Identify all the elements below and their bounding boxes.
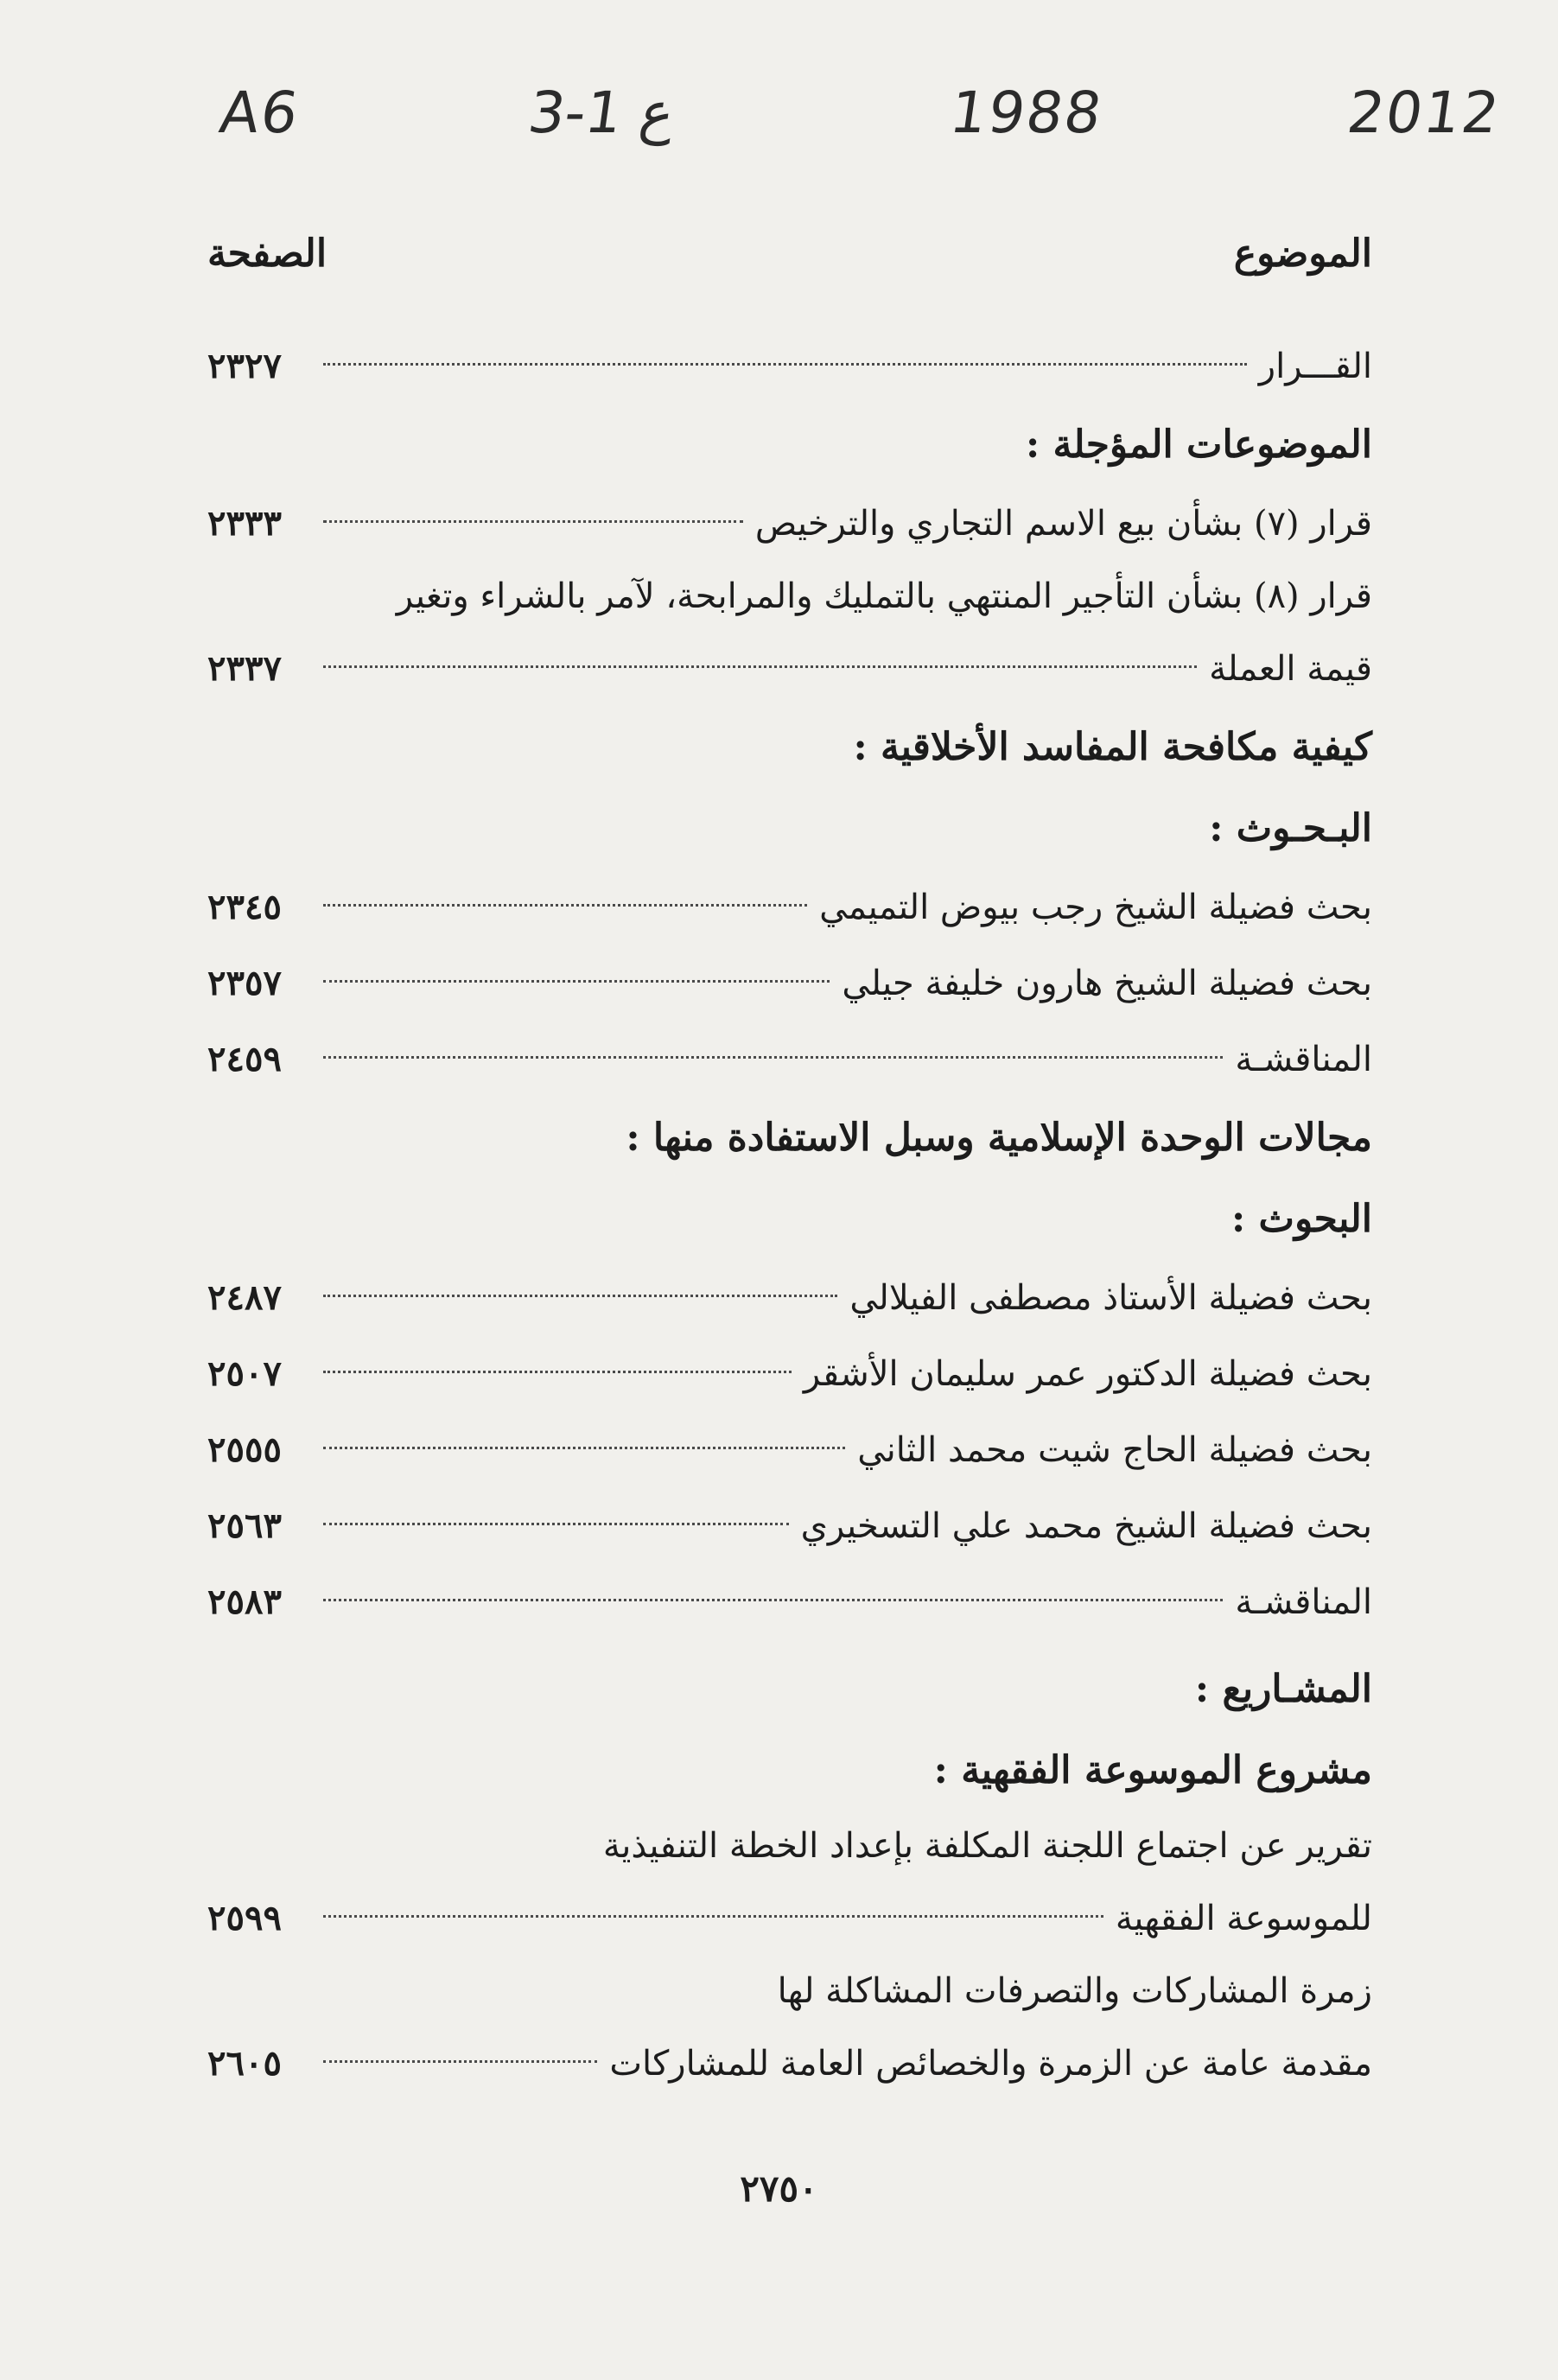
dot-leader — [323, 1056, 1223, 1059]
toc-entry — [207, 2026, 1372, 2102]
toc-entry-page: ٢٣٢٧ — [207, 346, 282, 386]
toc-entry-title: القـــرار — [1258, 347, 1372, 386]
section-heading: مجالات الوحدة الإسلامية وسبل الاستفادة منها : — [626, 1116, 1372, 1160]
handwritten-mark-a6: A6 — [215, 80, 304, 146]
page-column-label: الصفحة — [207, 231, 327, 276]
toc-entry-page: ٢٥٩٩ — [207, 1898, 282, 1938]
toc-entry — [207, 945, 1372, 1021]
dot-leader — [323, 1523, 789, 1525]
toc-entry — [207, 1412, 1372, 1488]
toc-entry-title: قيمة العملة — [1209, 649, 1372, 689]
toc-entry-page: ٢٥٨٣ — [207, 1581, 282, 1622]
section-heading: كيفية مكافحة المفاسد الأخلاقية : — [853, 725, 1372, 769]
toc-entry-title: قرار (٧) بشأن بيع الاسم التجاري والترخيص — [754, 504, 1372, 544]
toc-entry-title: بحث فضيلة الشيخ رجب بيوض التميمي — [819, 888, 1372, 927]
toc-entry — [207, 631, 1372, 707]
dot-leader — [323, 520, 743, 523]
dot-leader — [323, 1599, 1223, 1601]
dot-leader — [323, 1295, 837, 1297]
table-of-contents — [207, 328, 1372, 2102]
subsection-heading: مشروع الموسوعة الفقهية : — [933, 1748, 1372, 1792]
toc-entry-title: مقدمة عامة عن الزمرة والخصائص العامة للمشاركات — [609, 2044, 1372, 2084]
dot-leader — [323, 1915, 1103, 1918]
toc-entry — [207, 1260, 1372, 1336]
toc-entry-title: للموسوعة الفقهية — [1115, 1899, 1372, 1938]
toc-entry-continued: قرار (٨) بشأن التأجير المنتهي بالتمليك والمرابحة، لآمر بالشراء وتغير — [396, 576, 1372, 616]
toc-entry-title: بحث فضيلة الأستاذ مصطفى الفيلالي — [849, 1278, 1372, 1318]
toc-entry-title: بحث فضيلة الحاج شيت محمد الثاني — [857, 1430, 1372, 1470]
toc-entry-page: ٢٥٥٥ — [207, 1429, 282, 1470]
toc-entry-title: بحث فضيلة الدكتور عمر سليمان الأشقر — [803, 1354, 1372, 1394]
toc-entry — [207, 486, 1372, 562]
toc-entry-title: المناقشـة — [1235, 1040, 1372, 1079]
toc-entry-title: بحث فضيلة الشيخ محمد علي التسخيري — [800, 1506, 1372, 1546]
toc-entry-page: ٢٣٤٥ — [207, 887, 282, 927]
toc-subgroup-title: زمرة المشاركات والتصرفات المشاكلة لها — [777, 1971, 1372, 2011]
toc-entry-page: ٢٣٣٧ — [207, 648, 282, 689]
dot-leader — [323, 2060, 597, 2063]
dot-leader — [323, 1371, 792, 1373]
topic-column-label: الموضوع — [1233, 231, 1372, 276]
section-heading: الموضوعات المؤجلة : — [1025, 423, 1372, 467]
dot-leader — [323, 904, 807, 907]
toc-entry — [207, 1021, 1372, 1098]
section-heading: المشـاريع : — [1194, 1667, 1372, 1711]
toc-entry — [207, 1564, 1372, 1640]
dot-leader — [323, 980, 830, 983]
subsection-heading: البحوث : — [1231, 1197, 1372, 1241]
toc-entry-page: ٢٤٥٩ — [207, 1039, 282, 1079]
handwritten-mark-year: 1988 — [945, 80, 1108, 146]
toc-entry-page: ٢٥٠٧ — [207, 1353, 282, 1394]
dot-leader — [323, 1447, 845, 1449]
toc-entry-page: ٢٣٣٣ — [207, 503, 282, 544]
toc-header — [207, 223, 1372, 283]
page-number: ٢٧٥٠ — [740, 2167, 818, 2210]
handwritten-mark-code: 3-1 ع — [524, 80, 679, 146]
toc-entry — [207, 1488, 1372, 1564]
dot-leader — [323, 665, 1197, 668]
toc-entry-title: المناقشـة — [1235, 1582, 1372, 1622]
toc-entry-title: بحث فضيلة الشيخ هارون خليفة جيلي — [842, 964, 1372, 1003]
subsection-heading: البـحـوث : — [1209, 806, 1372, 850]
toc-entry — [207, 1880, 1372, 1957]
toc-entry-continued: تقرير عن اجتماع اللجنة المكلفة بإعداد الخطة التنفيذية — [602, 1826, 1372, 1866]
handwritten-mark-number: 2012 — [1343, 80, 1505, 146]
toc-entry — [207, 1336, 1372, 1412]
toc-entry — [207, 869, 1372, 945]
toc-entry-page: ٢٦٠٥ — [207, 2043, 282, 2084]
toc-entry-page: ٢٥٦٣ — [207, 1505, 282, 1546]
toc-entry-page: ٢٣٥٧ — [207, 963, 282, 1003]
toc-entry-page: ٢٤٨٧ — [207, 1277, 282, 1318]
toc-entry — [207, 328, 1372, 404]
dot-leader — [323, 363, 1247, 366]
